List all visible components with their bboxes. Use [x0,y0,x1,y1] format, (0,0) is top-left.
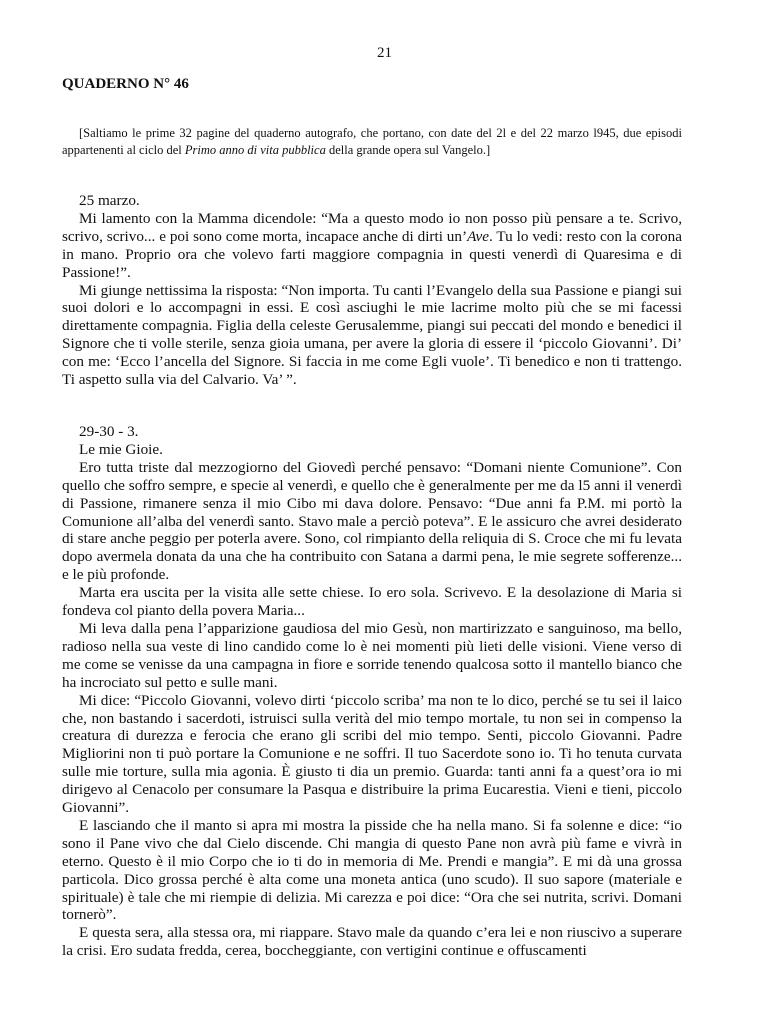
paragraph: Mi dice: “Piccolo Giovanni, volevo dirti ‘piccolo scriba’ ma non te lo dico, perché se tu sei il laico che, non bastando i sacerdoti, istruisci sulla verità del mio tempo mortale, tu non sei in compenso la creatura di durezza e ferocia che erano gli scribi del mio tempo. Senti, piccolo Giovanni. Padre Migliorini non ti può portare la Comunione e ne soffri. Il tuo Sacerdote sono io. Ti ho tenuta curvata sulle mie torture, sulla mia agonia. È giusto ti dia un premio. Guarda: tanti anni fa a quest’ora io mi dirigevo al Cenacolo per consumare la Pasqua e distribuire la prima Eucarestia. Vieni e tieni, piccolo Giovanni”. [62,691,682,817]
paragraph: E questa sera, alla stessa ora, mi riappare. Stavo male da quando c’era lei e non riuscivo a superare la crisi. Ero sudata fredda, cerea, boccheggiante, con vertigini continue e offuscamenti [62,924,682,960]
paragraph: E lasciando che il manto si apra mi mostra la pisside che ha nella mano. Si fa solenne e dice: “io sono il Pane vivo che dal Cielo discende. Chi mangia di questo Pane non avrà più fame e vivrà in eterno. Questo è il mio Corpo che io ti do in memoria di Me. Prendi e mangia”. E mi dà una grossa particola. Dico grossa perché è alta come una moneta antica (uno scudo). Il suo sapore (materiale e spirituale) è tale che mi riempie di delizia. Mi carezza e poi dice: “Ora che sei nutrita, scrivi. Domani tornerò”. [62,816,682,924]
entry-subtitle: Le mie Gioie. [79,440,163,458]
page-number: 21 [377,45,392,61]
entry-date: 25 marzo. [79,192,140,209]
paragraph: Marta era uscita per la visita alle sette chiese. Io ero sola. Scrivevo. E la desolazione di Maria si fondeva col pianto della povera Maria... [62,584,682,620]
note-text-end: della grande opera sul Vangelo.] [325,143,491,157]
paragraph-text-end: . Tu lo vedi: resto con la corona in mano. Proprio ora che volevo farti maggiore compagnia in questi venerdì di Quaresima e di Passione!”. [62,227,682,281]
entry-25-march [62,192,682,389]
note-italic-title: Primo anno di vita pubblica [184,143,326,157]
notebook-heading: QUADERNO N° 46 [62,76,189,92]
paragraph: Mi leva dalla pena l’apparizione gaudiosa del mio Gesù, non martirizzato e sanguinoso, ma bello, radioso nella sua veste di lino candido come lo è nei momenti più lieti delle visioni. Viene verso di me come se venisse da una campagna in fiore e sorride tenendo qualcosa sotto il mantello bianco che ha incrociato sul petto e sulle mani. [62,619,682,691]
paragraph-italic: Ave [467,227,489,245]
note-text: [Saltiamo le prime 32 pagine del quaderno autografo, che portano, con date del 2l e del 22 marzo l945, due episodi appartenenti al ciclo del [62,126,682,157]
paragraph: Mi giunge nettissima la risposta: “Non importa. Tu canti l’Evangelo della sua Passione e piangi sui suoi dolori e lo accompagni in essi. E così asciughi le mie lacrime molto più che se mi facessi direttamente compagnia. Figlia della celeste Gerusalemme, piangi sui peccati del mondo e benedici il Signore che ti volle sterile, senza gioia umana, per avere la gloria di essere il ‘piccolo Giovanni’. Di’ con me: ‘Ecco l’ancella del Signore. Si faccia in me come Egli vuole’. Ti benedico e non ti trattengo. Ti aspetto sulla via del Calvario. Va’ ”. [62,281,682,389]
paragraph [62,210,682,282]
entry-date: 29-30 - 3. [79,423,139,440]
paragraph: Ero tutta triste dal mezzogiorno del Giovedì perché pensavo: “Domani niente Comunione”. Con quello che soffro sempre, e specie al venerdì, e quello che è generalmente per me da l5 anni il venerdì di Passione, rimanere senza il mio Cibo mi dava dolore. Pensavo: “Due anni fa P.M. mi portò la Comunione all’alba del venerdì santo. Stavo male a perciò poteva”. E le assicuro che avrei desiderato di stare anche peggio per poterla avere. Sono, col rimpianto della reliquia di S. Croce che mi fu levata dopo avermela donata da una che ha contribuito con Satana a darmi pena, le mie segrete sofferenze... e le più profonde. [62,458,682,584]
entry-29-30-march [62,423,682,960]
paragraph-text: Mi lamento con la Mamma dicendole: “Ma a questo modo io non posso più pensare a te. Scrivo, scrivo, scrivo... e poi sono come morta, incapace anche di dirti un’ [62,209,682,245]
editorial-note [62,125,682,159]
